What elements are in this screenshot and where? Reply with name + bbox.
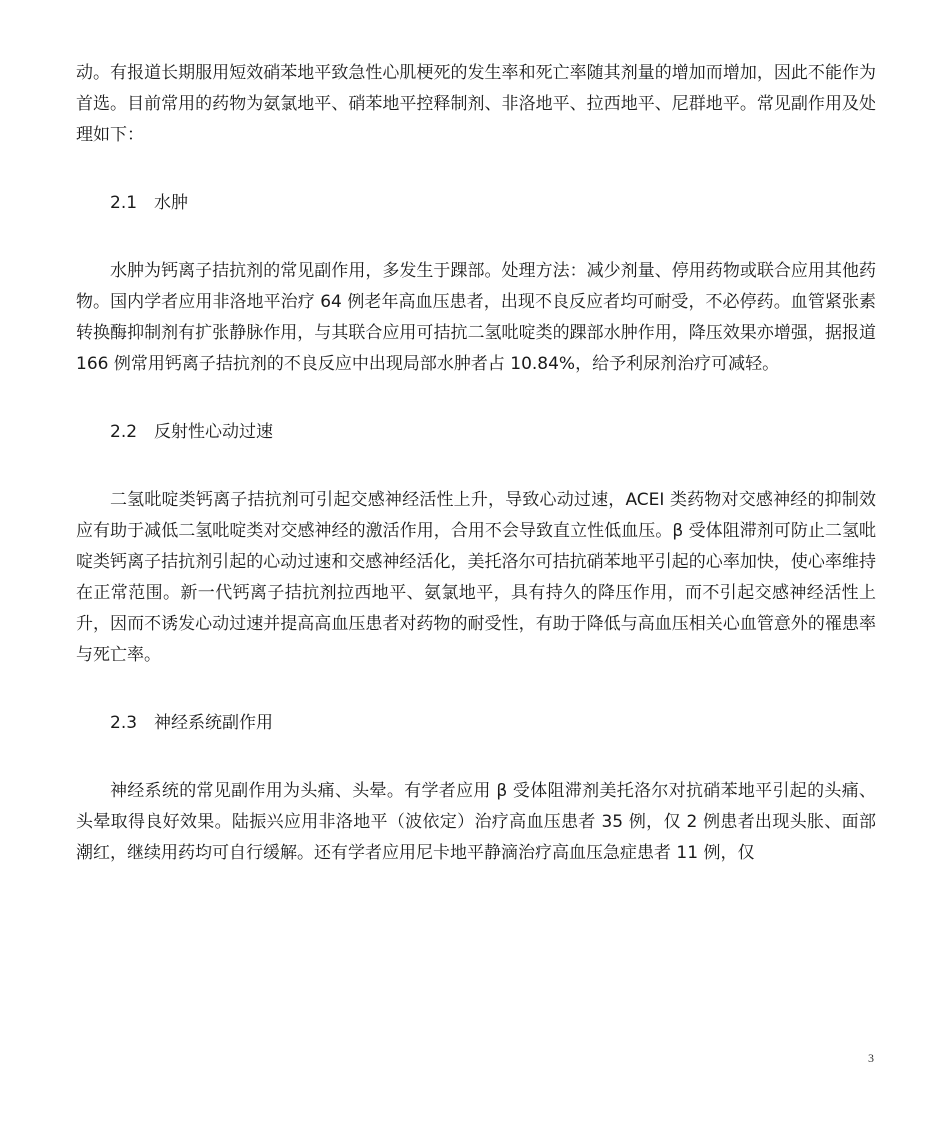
section-title: 神经系统副作用 <box>154 713 273 733</box>
section-heading-2-1 <box>76 188 876 219</box>
section-number: 2.1 <box>110 193 138 213</box>
section-2-2-paragraph: 二氢吡啶类钙离子拮抗剂可引起交感神经活性上升，导致心动过速，ACEI 类药物对交感神经的抑制效应有助于减低二氢吡啶类对交感神经的激活作用，合用不会导致直立性低血压。β 受体阻滞剂可防止二氢吡啶类钙离子拮抗剂引起的心动过速和交感神经活化，美托洛尔可拮抗硝苯地平引起的心率加快，使心率维持在正常范围。新一代钙离子拮抗剂拉西地平、氨氯地平，具有持久的降压作用，而不引起交感神经活性上升，因而不诱发心动过速并提高高血压患者对药物的耐受性，有助于降低与高血压相关心血管意外的罹患率与死亡率。 <box>76 490 876 665</box>
document-page <box>76 58 876 869</box>
page-number: 3 <box>868 1051 874 1065</box>
section-number: 2.2 <box>110 422 138 442</box>
section-number: 2.3 <box>110 713 138 733</box>
section-heading-2-3 <box>76 708 876 739</box>
section-heading-2-2 <box>76 417 876 448</box>
section-title: 水肿 <box>154 193 188 213</box>
section-2-1-paragraph: 水肿为钙离子拮抗剂的常见副作用，多发生于踝部。处理方法：减少剂量、停用药物或联合应用其他药物。国内学者应用非洛地平治疗 64 例老年高血压患者，出现不良反应者均可耐受，不必停药。血管紧张素转换酶抑制剂有扩张静脉作用，与其联合应用可拮抗二氢吡啶类的踝部水肿作用，降压效果亦增强，据报道 166 例常用钙离子拮抗剂的不良反应中出现局部水肿者占 10.84%，给予利尿剂治疗可减轻。 <box>76 261 876 374</box>
intro-paragraph: 动。有报道长期服用短效硝苯地平致急性心肌梗死的发生率和死亡率随其剂量的增加而增加，因此不能作为首选。目前常用的药物为氨氯地平、硝苯地平控释制剂、非洛地平、拉西地平、尼群地平。常见副作用及处理如下： <box>76 63 876 145</box>
section-2-3-paragraph: 神经系统的常见副作用为头痛、头晕。有学者应用 β 受体阻滞剂美托洛尔对抗硝苯地平引起的头痛、头晕取得良好效果。陆振兴应用非洛地平（波依定）治疗高血压患者 35 例，仅 2 例患者出现头胀、面部潮红，继续用药均可自行缓解。还有学者应用尼卡地平静滴治疗高血压急症患者 11 例，仅 <box>76 781 876 863</box>
section-title: 反射性心动过速 <box>154 422 273 442</box>
